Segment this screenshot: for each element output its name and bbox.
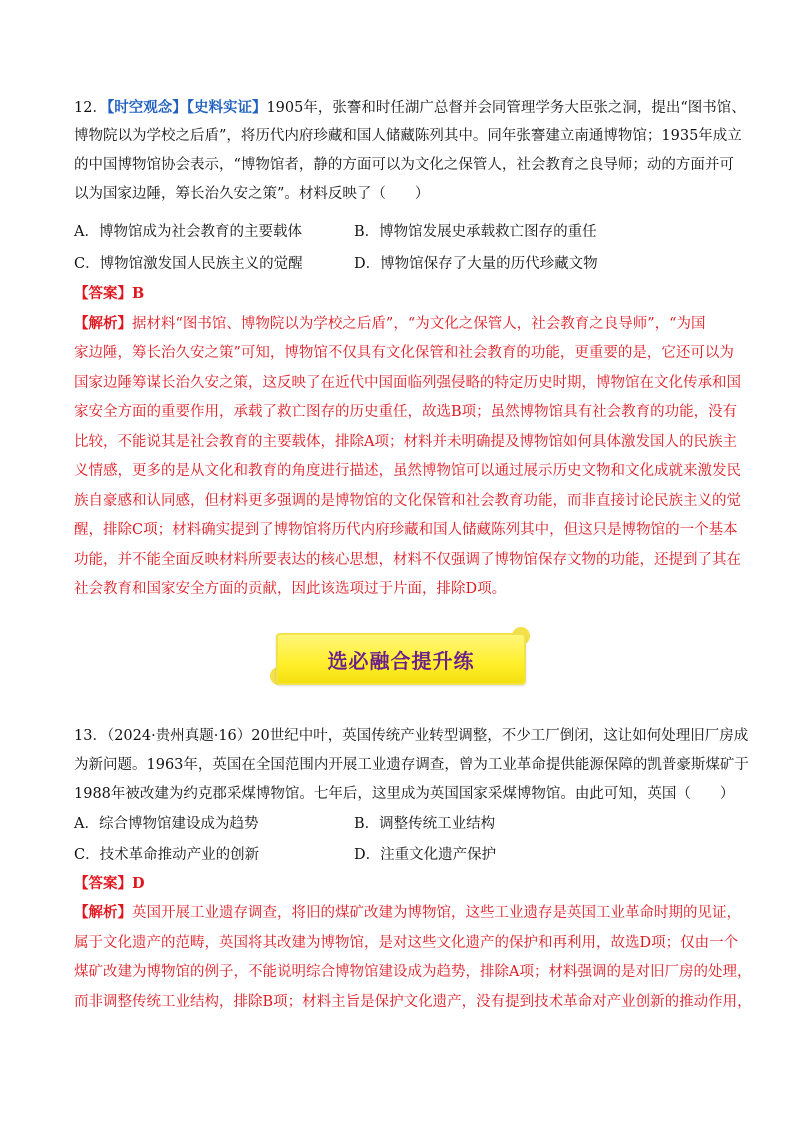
section-banner bbox=[270, 627, 530, 687]
q13-analysis-line-3: 煤矿改建为博物馆的例子，不能说明综合博物馆建设成为趋势，排除A项；材料强调的是对旧厂房的处理， bbox=[74, 964, 752, 980]
q12-stem-line-4: 以为国家边陲，筹长治久安之策”。材料反映了（ ） bbox=[74, 186, 430, 202]
q13-option-a: A．综合博物馆建设成为趋势 bbox=[74, 816, 259, 832]
q12-analysis-line-7: 族自豪感和认同感，但材料更多强调的是博物馆的文化保管和社会教育功能，而非直接讨论民族主义的觉 bbox=[74, 493, 741, 509]
q12-analysis-label: 【解析】 bbox=[74, 315, 132, 332]
q13-answer: 【答案】D bbox=[74, 875, 145, 892]
q12-analysis-line-6: 义情感，更多的是从文化和教育的角度进行描述，虽然博物馆可以通过展示历史文物和文化成就来激发民 bbox=[74, 463, 741, 479]
q12-option-a: A．博物馆成为社会教育的主要载体 bbox=[74, 224, 302, 240]
q13-analysis-line-4: 而非调整传统工业结构，排除B项；材料主旨是保护文化遗产，没有提到技术革命对产业创新的推动作用， bbox=[74, 994, 752, 1010]
q12-analysis-text: 据材料“图书馆、博物院以为学校之后盾”，“为文化之保管人，社会教育之良导师”，“为国 bbox=[132, 316, 706, 332]
q12-stem-text: 1905年，张謇和时任湖广总督并会同管理学务大臣张之洞，提出“图书馆、 bbox=[266, 100, 746, 116]
q12-analysis-line-4: 家安全方面的重要作用，承载了救亡图存的历史重任，故选B项；虽然博物馆具有社会教育的功能，没有 bbox=[74, 404, 738, 420]
q13-analysis-label: 【解析】 bbox=[74, 904, 132, 921]
q12-analysis-line-10: 社会教育和国家安全方面的贡献，因此该选项过于片面，排除D项。 bbox=[74, 581, 507, 597]
q13-analysis-text: 英国开展工业遗存调查，将旧的煤矿改建为博物馆，这些工业遗存是英国工业革命时期的见证， bbox=[132, 905, 741, 921]
banner-scroll bbox=[276, 633, 526, 685]
q12-analysis-line-9: 功能，并不能全面反映材料所要表达的核心思想，材料不仅强调了博物馆保存文物的功能，还提到了其在 bbox=[74, 552, 741, 568]
banner-title: 选必融合提升练 bbox=[327, 648, 475, 673]
q12-analysis-line-3: 国家边陲筹谋长治久安之策，这反映了在近代中国面临列强侵略的特定历史时期，博物馆在文化传承和国 bbox=[74, 375, 741, 391]
q13-analysis-line-2: 属于文化遗产的范畴，英国将其改建为博物馆，是对这些文化遗产的保护和再利用，故选D项；仅由一个 bbox=[74, 935, 739, 951]
q12-stem-line-3: 的中国博物馆协会表示，“博物馆者，静的方面可以为文化之保管人，社会教育之良导师；动的方面并可 bbox=[74, 157, 734, 173]
q12-analysis-line-5: 比较，不能说其是社会教育的主要载体，排除A项；材料并未明确提及博物馆如何具体激发国人的民族主 bbox=[74, 434, 737, 450]
q12-stem-line-1 bbox=[74, 98, 746, 118]
q13-stem-line-1: 13．（2024·贵州真题·16）20世纪中叶，英国传统产业转型调整，不少工厂倒闭，这让如何处理旧厂房成 bbox=[74, 728, 749, 744]
q12-option-d: D．博物馆保存了大量的历代珍藏文物 bbox=[354, 256, 598, 272]
q12-analysis-line-1 bbox=[74, 314, 706, 334]
q13-option-b: B．调整传统工业结构 bbox=[354, 816, 496, 832]
q12-answer: 【答案】B bbox=[74, 285, 145, 302]
q12-option-b: B．博物馆发展史承载救亡图存的重任 bbox=[354, 224, 597, 240]
q12-analysis-line-2: 家边陲，筹长治久安之策”可知，博物馆不仅具有文化保管和社会教育的功能，更重要的是，它还可以为 bbox=[74, 345, 734, 361]
q12-number: 12． bbox=[74, 100, 107, 116]
q13-stem-line-3: 1988年被改建为约克郡采煤博物馆。七年后，这里成为英国国家采煤博物馆。由此可知，英国（ ） bbox=[74, 786, 735, 802]
q13-option-d: D．注重文化遗产保护 bbox=[354, 847, 497, 863]
q13-analysis-line-1 bbox=[74, 903, 741, 923]
q12-tag-spacetime: 【时空观念】 bbox=[106, 99, 187, 116]
q13-option-c: C．技术革命推动产业的创新 bbox=[74, 847, 260, 863]
q12-tag-evidence: 【史料实证】 bbox=[186, 99, 267, 116]
q13-stem-line-2: 为新问题。1963年，英国在全国范围内开展工业遗存调查，曾为工业革命提供能源保障的凯普豪斯煤矿于 bbox=[74, 757, 749, 773]
q12-option-c: C．博物馆激发国人民族主义的觉醒 bbox=[74, 256, 303, 272]
q12-analysis-line-8: 醒，排除C项；材料确实提到了博物馆将历代内府珍藏和国人储藏陈列其中，但这只是博物馆的一个基本 bbox=[74, 522, 738, 538]
q12-stem-line-2: 博物院以为学校之后盾”，将历代内府珍藏和国人储藏陈列其中。同年张謇建立南通博物馆；1935年成立 bbox=[74, 128, 742, 144]
